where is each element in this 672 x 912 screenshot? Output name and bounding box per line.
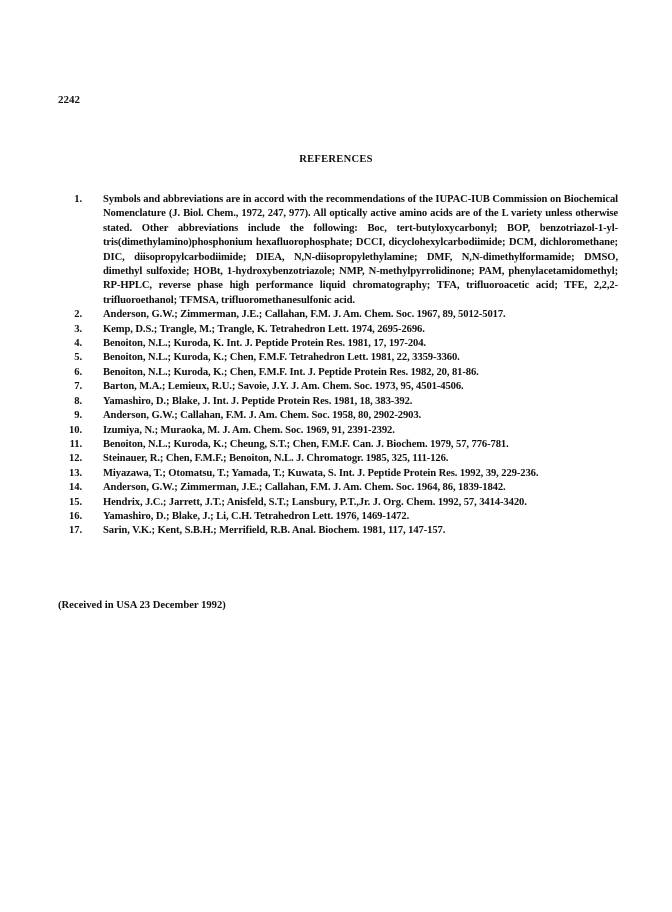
reference-text: Benoiton, N.L.; Kuroda, K.; Chen, F.M.F. Tetrahedron Lett. 1981, 22, 3359-3360. — [103, 352, 460, 364]
reference-text: Benoiton, N.L.; Kuroda, K.; Cheung, S.T.; Chen, F.M.F. Can. J. Biochem. 1979, 57, 776-781. — [103, 438, 509, 450]
reference-item — [58, 308, 618, 322]
reference-item — [58, 496, 618, 510]
reference-item — [58, 438, 618, 452]
reference-item — [58, 193, 618, 308]
reference-number: 16. — [69, 510, 82, 522]
reference-number: 4. — [74, 338, 82, 350]
reference-text: Yamashiro, D.; Blake, J. Int. J. Peptide Protein Res. 1981, 18, 383-392. — [103, 395, 413, 407]
section-title: REFERENCES — [299, 154, 373, 165]
reference-text: Barton, M.A.; Lemieux, R.U.; Savoie, J.Y. J. Am. Chem. Soc. 1973, 95, 4501-4506. — [103, 381, 464, 393]
reference-number: 12. — [69, 453, 82, 465]
reference-number: 2. — [74, 309, 82, 321]
reference-number: 11. — [69, 438, 82, 450]
reference-number: 1. — [74, 194, 82, 205]
reference-item — [58, 510, 618, 524]
reference-item — [58, 323, 618, 337]
reference-item — [58, 380, 618, 394]
reference-list — [58, 193, 618, 539]
reference-text: Symbols and abbreviations are in accord with the recommendations of the IUPAC-IUB Commission on Biochemical Nomenclature (J. Biol. Chem., 1972, 247, 977). All optically active amino acids are of the L variety unless otherwise stated. Other abbreviations include the following: Boc, tert-butyloxycarbonyl; BOP, benzotriazol-1-yl-tris(dimethylamino)phosphonium hexafluorophosphate; DCCI, dicyclohexylcarbodiimide; DCM, dichloromethane; DIC, diisopropylcarbodiimide; DIEA, N,N-diisopropylethylamine; DMF, N,N-dimethylformamide; DMSO, dimethyl sulfoxide; HOBt, 1-hydroxybenzotriazole; NMP, N-methylpyrrolidinone; PAM, phenylacetamidomethyl; RP-HPLC, reverse phase high performance liquid chromatography; TFA, trifluoroacetic acid; TFE, 2,2,2-trifluoroethanol; TFMSA, trifluoromethanesulfonic acid. — [103, 194, 618, 306]
reference-text: Izumiya, N.; Muraoka, M. J. Am. Chem. Soc. 1969, 91, 2391-2392. — [103, 424, 395, 436]
reference-text: Steinauer, R.; Chen, F.M.F.; Benoiton, N.L. J. Chromatogr. 1985, 325, 111-126. — [103, 453, 449, 465]
reference-number: 10. — [69, 424, 82, 436]
reference-number: 3. — [74, 323, 82, 335]
reference-text: Anderson, G.W.; Zimmerman, J.E.; Callahan, F.M. J. Am. Chem. Soc. 1967, 89, 5012-5017. — [103, 309, 506, 321]
reference-item — [58, 524, 618, 538]
reference-text: Anderson, G.W.; Callahan, F.M. J. Am. Chem. Soc. 1958, 80, 2902-2903. — [103, 410, 422, 422]
reference-number: 8. — [74, 395, 82, 407]
reference-item — [58, 366, 618, 380]
reference-item — [58, 452, 618, 466]
reference-number: 13. — [69, 467, 82, 479]
reference-text: Benoiton, N.L.; Kuroda, K.; Chen, F.M.F. Int. J. Peptide Protein Res. 1982, 20, 81-86. — [103, 366, 479, 378]
reference-text: Miyazawa, T.; Otomatsu, T.; Yamada, T.; Kuwata, S. Int. J. Peptide Protein Res. 1992, 39, 229-236. — [103, 467, 539, 479]
reference-text: Sarin, V.K.; Kent, S.B.H.; Merrifield, R.B. Anal. Biochem. 1981, 117, 147-157. — [103, 525, 446, 537]
reference-item — [58, 395, 618, 409]
reference-item — [58, 467, 618, 481]
reference-number: 9. — [74, 410, 82, 422]
reference-text: Kemp, D.S.; Trangle, M.; Trangle, K. Tetrahedron Lett. 1974, 2695-2696. — [103, 323, 425, 335]
reference-item — [58, 481, 618, 495]
reference-number: 17. — [69, 525, 82, 537]
reference-text: Hendrix, J.C.; Jarrett, J.T.; Anisfeld, S.T.; Lansbury, P.T.,Jr. J. Org. Chem. 1992, 57, 3414-3420. — [103, 496, 527, 508]
page-number: 2242 — [58, 94, 80, 106]
reference-item — [58, 337, 618, 351]
reference-text: Yamashiro, D.; Blake, J.; Li, C.H. Tetrahedron Lett. 1976, 1469-1472. — [103, 510, 410, 522]
reference-text: Benoiton, N.L.; Kuroda, K. Int. J. Peptide Protein Res. 1981, 17, 197-204. — [103, 338, 426, 350]
reference-item — [58, 409, 618, 423]
reference-number: 7. — [74, 381, 82, 393]
received-note: (Received in USA 23 December 1992) — [58, 600, 226, 611]
reference-item — [58, 351, 618, 365]
reference-number: 14. — [69, 482, 82, 494]
reference-number: 5. — [74, 352, 82, 364]
reference-text: Anderson, G.W.; Zimmerman, J.E.; Callahan, F.M. J. Am. Chem. Soc. 1964, 86, 1839-1842. — [103, 482, 506, 494]
reference-item — [58, 424, 618, 438]
reference-number: 6. — [74, 366, 82, 378]
reference-number: 15. — [69, 496, 82, 508]
